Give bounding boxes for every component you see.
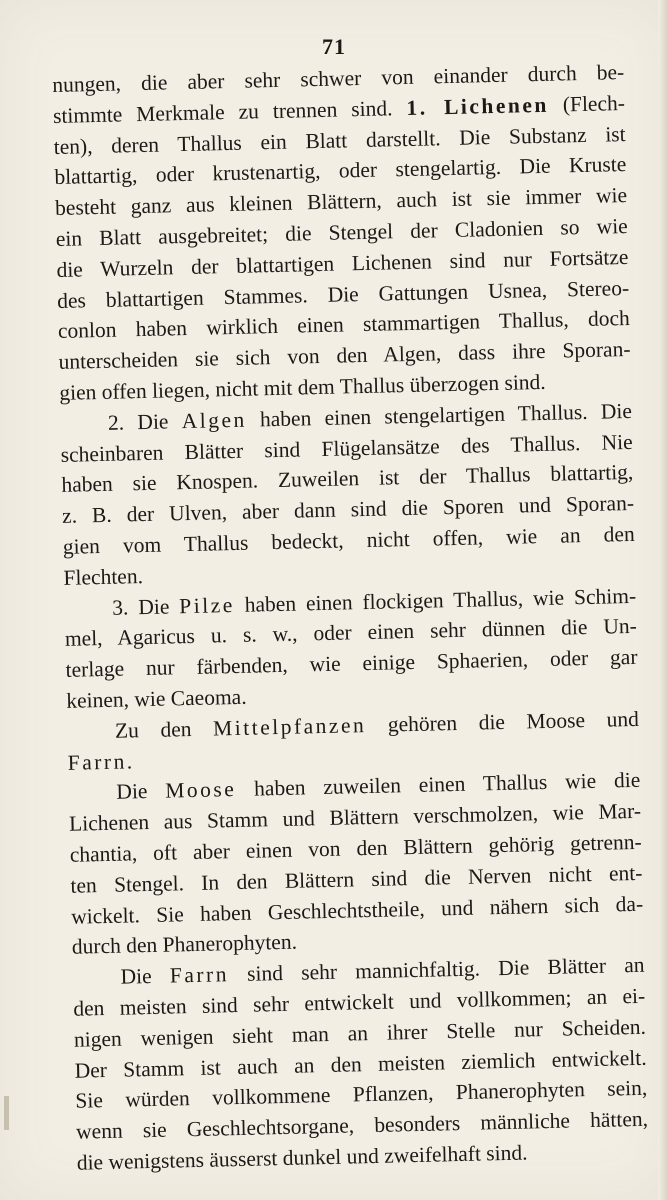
- body-text: [52, 57, 649, 1178]
- term-mittelpfanzen: Mittelpfanzen: [212, 712, 367, 741]
- text-line: nigen wenigen sieht man an ihrer Stelle nur Scheiden.: [73, 1014, 647, 1052]
- term-farrn: Farrn.: [67, 748, 135, 775]
- text-line: haben sie Knospen. Zuweilen ist der Thallus blattartig,: [61, 460, 634, 498]
- text-line: den meisten sind sehr entwickelt und vollkommen; an ei-: [73, 983, 646, 1021]
- page-edge: [658, 0, 668, 1200]
- term-farrn-2: Farrn: [169, 962, 230, 988]
- text-line: ten), deren Thallus ein Blatt darstellt. Die Substanz ist: [53, 121, 626, 159]
- text-line: 3. Die Pilze haben einen flockigen Thallus, wie Schim-: [111, 583, 637, 620]
- text-line: die Wurzeln der blattartigen Lichenen sind nur Fortsätze: [56, 244, 629, 282]
- text-line: conlon haben wirklich einen stammartigen Thallus, doch: [57, 306, 631, 344]
- text-line: besteht ganz aus kleinen Blättern, auch ist sie immer wie: [54, 183, 628, 221]
- text-line: Die Moose haben zuweilen einen Thallus wie die: [116, 768, 641, 805]
- text-line: wenn sie Geschlechtsorgane, besonders männliche hätten,: [75, 1106, 649, 1144]
- text-line: Sie würden vollkommene Pflanzen, Phanerophyten sein,: [75, 1076, 648, 1114]
- text-line: die wenigstens äusserst dunkel und zweifelhaft sind.: [76, 1140, 528, 1175]
- text-line: scheinbaren Blätter sind Flügelansätze des Thallus. Nie: [60, 429, 633, 467]
- scan-edge-mark: [4, 1096, 9, 1130]
- text-line: wickelt. Sie haben Geschlechtstheile, und nähern sich da-: [70, 891, 644, 929]
- text-line: gien vom Thallus bedeckt, nicht offen, wie an den: [62, 521, 635, 559]
- text-line: ten Stengel. In den Blättern sind die Nerven nicht ent-: [70, 860, 643, 898]
- text-line: z. B. der Ulven, aber dann sind die Sporen und Sporan-: [61, 491, 635, 529]
- text-line: Lichenen aus Stamm und Blättern verschmolzen, wie Mar-: [68, 798, 642, 836]
- text-line: Der Stamm ist auch an den meisten ziemlich entwickelt.: [74, 1045, 647, 1083]
- text-line: durch den Phanerophyten.: [71, 929, 298, 960]
- term-pilze: Pilze: [178, 592, 236, 618]
- text-line: keinen, wie Caeoma.: [66, 684, 247, 713]
- text-line: unterscheiden sie sich von den Algen, dass ihre Sporan-: [58, 337, 631, 375]
- text-line: Die Farrn sind sehr mannichfaltig. Die Blätter an: [120, 952, 645, 989]
- term-algen: Algen: [181, 407, 247, 433]
- text-line: des blattartigen Stammes. Die Gattungen Usnea, Stereo-: [56, 275, 630, 313]
- term-lichenen: 1. Lichenen: [406, 92, 550, 120]
- text-line: ein Blatt ausgebreitet; die Stengel der Cladonien so wie: [55, 213, 628, 251]
- page-number: 71: [322, 34, 346, 59]
- text-line: mel, Agaricus u. s. w., oder einen sehr dünnen die Un-: [64, 614, 638, 652]
- text-line: 2. Die Algen haben einen stengelartigen Thallus. Die: [107, 398, 633, 435]
- text-line: Zu den Mittelpfanzen gehören die Moose und: [114, 706, 640, 743]
- text-line: Flechten.: [63, 563, 144, 590]
- text-line: gien offen liegen, nicht mit dem Thallus überzogen sind.: [59, 369, 546, 405]
- term-moose: Moose: [165, 777, 237, 803]
- text-line: terlage nur färbenden, wie einige Sphaerien, oder gar: [65, 645, 638, 682]
- text-line: stimmte Merkmale zu trennen sind. 1. Lichenen (Flech-: [52, 90, 626, 128]
- text-line: nungen, die aber sehr schwer von einander durch be-: [52, 60, 625, 97]
- text-line: chantia, oft aber einen von den Blättern gehörig getrenn-: [69, 829, 642, 867]
- text-line: blattartig, oder krustenartig, oder stengelartig. Die Kruste: [54, 152, 627, 190]
